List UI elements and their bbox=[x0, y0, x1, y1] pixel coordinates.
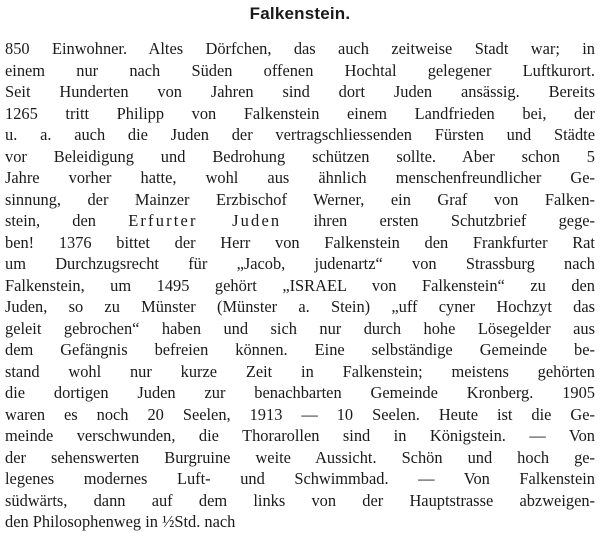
text-line bbox=[5, 296, 595, 318]
text-segment: Juden, so zu Münster (Münster a. Stein) „uff cyner Hochzyt das bbox=[5, 297, 595, 316]
text-segment: vor Beleidigung und Bedrohung schützen sollte. Aber schon 5 bbox=[5, 146, 595, 166]
text-segment: die dortigen Juden zur benachbarten Gemeinde Kronberg. 1905 bbox=[5, 383, 595, 402]
text-line bbox=[5, 232, 595, 254]
text-segment: 850 Einwohner. Altes Dörfchen, das auch zeitweise Stadt war; in bbox=[5, 39, 595, 58]
text-segment: ben! 1376 bittet der Herr von Falkenstein den Frankfurter Rat bbox=[5, 232, 595, 252]
text-line bbox=[5, 275, 595, 297]
text-segment: u. a. auch die Juden der vertragschliessenden Fürsten und Städte bbox=[5, 125, 595, 144]
text-segment: stein, den bbox=[5, 211, 129, 230]
text-segment: Falkenstein, um 1495 gehört „ISRAEL von Falkenstein“ zu den bbox=[5, 275, 595, 295]
text-line bbox=[5, 382, 595, 404]
text-line bbox=[5, 339, 595, 361]
text-segment: um Durchzugsrecht für „Jacob, judenartz“ von Strassburg nach bbox=[5, 254, 595, 273]
text-segment: stand wohl nur kurze Zeit in Falkenstein; meistens gehörten bbox=[5, 361, 595, 381]
text-line bbox=[5, 318, 595, 340]
text-segment: meinde verschwunden, die Thorarollen sind in Königstein. — Von bbox=[5, 426, 595, 445]
text-line bbox=[5, 490, 595, 512]
text-line bbox=[5, 511, 595, 533]
text-line bbox=[5, 124, 595, 146]
text-line bbox=[5, 361, 595, 383]
text-line bbox=[5, 210, 595, 232]
text-segment: Jahre vorher hatte, wohl aus ähnlich menschenfreundlicher Ge- bbox=[5, 168, 595, 187]
text-segment: sinnung, der Mainzer Erzbischof Werner, ein Graf von Falken- bbox=[5, 189, 595, 209]
text-segment: einem nur nach Süden offenen Hochtal gelegener Luftkurort. bbox=[5, 60, 595, 80]
text-segment: legenes modernes Luft- und Schwimmbad. — Von Falkenstein bbox=[5, 469, 595, 488]
text-line bbox=[5, 103, 595, 125]
text-segment: waren es noch 20 Seelen, 1913 — 10 Seelen. Heute ist die Ge- bbox=[5, 404, 595, 424]
text-segment: dem Gefängnis befreien können. Eine selbständige Gemeinde be- bbox=[5, 340, 595, 359]
text-segment: der sehenswerten Burgruine weite Aussicht. Schön und hoch ge- bbox=[5, 447, 595, 467]
text-line bbox=[5, 81, 595, 103]
text-line bbox=[5, 38, 595, 60]
emphasized-text: Erfurter Juden bbox=[128, 211, 282, 230]
text-line bbox=[5, 425, 595, 447]
text-line bbox=[5, 146, 595, 168]
body-paragraph bbox=[5, 38, 595, 533]
text-segment: Seit Hunderten von Jahren sind dort Juden ansässig. Bereits bbox=[5, 82, 595, 101]
text-line bbox=[5, 404, 595, 426]
text-segment: südwärts, dann auf dem links von der Hauptstrasse abzweigen- bbox=[5, 490, 595, 510]
text-line bbox=[5, 253, 595, 275]
text-line bbox=[5, 167, 595, 189]
text-line bbox=[5, 447, 595, 469]
text-segment: ihren ersten Schutzbrief gege- bbox=[281, 211, 595, 230]
text-line bbox=[5, 60, 595, 82]
text-line bbox=[5, 468, 595, 490]
text-segment: geleit gebrochen“ haben und sich nur durch hohe Lösegelder aus bbox=[5, 318, 595, 338]
section-heading: Falkenstein. bbox=[249, 4, 351, 23]
text-segment: 1265 tritt Philipp von Falkenstein einem Landfrieden bei, der bbox=[5, 103, 595, 123]
text-line bbox=[5, 189, 595, 211]
text-segment: den Philosophenweg in ½Std. nach bbox=[5, 512, 236, 531]
